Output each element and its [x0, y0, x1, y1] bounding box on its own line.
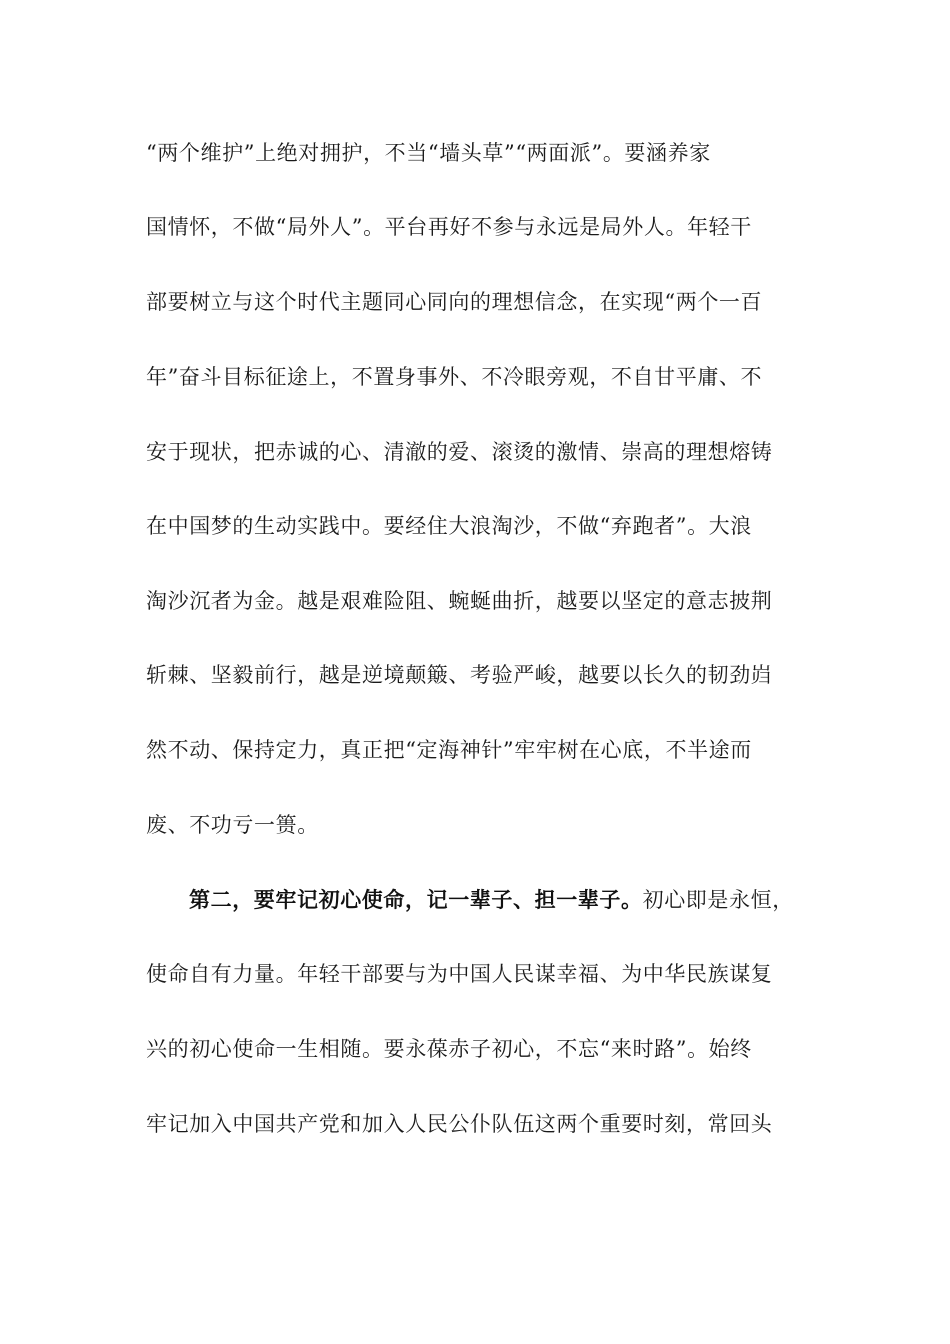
paragraph-line: 年”奋斗目标征途上，不置身事外、不冷眼旁观，不自甘平庸、不 [146, 365, 763, 389]
paragraph-line: 在中国梦的生动实践中。要经住大浪淘沙，不做“弃跑者”。大浪 [146, 514, 752, 538]
paragraph-line: 淘沙沉者为金。越是艰难险阻、蜿蜒曲折，越要以坚定的意志披荆 [146, 589, 773, 613]
paragraph-line: 然不动、保持定力，真正把“定海神针”牢牢树在心底，不半途而 [146, 738, 752, 762]
section-heading-line [189, 886, 809, 914]
section-heading: 第二，要牢记初心使命，记一辈子、担一辈子。 [189, 887, 643, 912]
paragraph-line: 牢记加入中国共产党和加入人民公仆队伍这两个重要时刻，常回头 [146, 1112, 773, 1136]
paragraph-line: 国情怀，不做“局外人”。平台再好不参与永远是局外人。年轻干 [146, 215, 752, 239]
paragraph-line: 安于现状，把赤诚的心、清澈的爱、滚烫的激情、崇高的理想熔铸 [146, 440, 773, 464]
paragraph-line: “两个维护”上绝对拥护，不当“墙头草”“两面派”。要涵养家 [146, 141, 711, 165]
paragraph-line: 斩棘、坚毅前行，越是逆境颠簸、考验严峻，越要以长久的韧劲岿 [146, 663, 773, 687]
paragraph-line: 废、不功亏一篑。 [146, 813, 319, 837]
paragraph-line: 部要树立与这个时代主题同心同向的理想信念，在实现“两个一百 [146, 290, 763, 314]
paragraph-line: 兴的初心使命一生相随。要永葆赤子初心，不忘“来时路”。始终 [146, 1037, 752, 1061]
paragraph-line: 使命自有力量。年轻干部要与为中国人民谋幸福、为中华民族谋复 [146, 962, 773, 986]
section-heading-continuation: 初心即是永恒， [642, 888, 794, 912]
